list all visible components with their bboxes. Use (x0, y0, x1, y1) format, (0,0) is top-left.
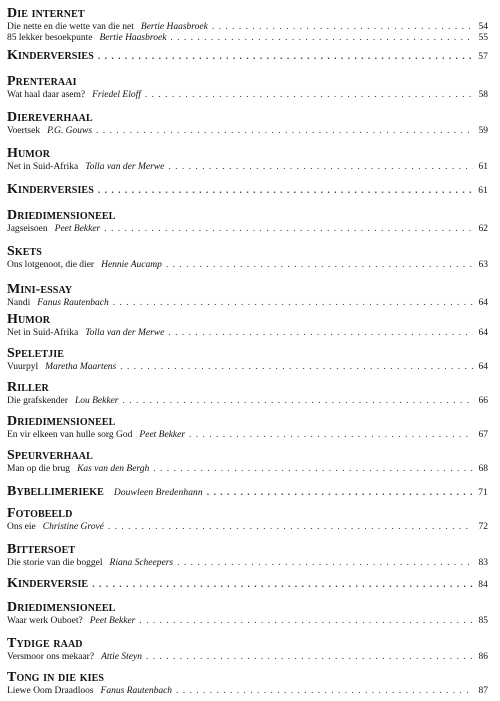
section-heading (7, 380, 488, 396)
dot-leader (145, 90, 473, 101)
section-heading-text: Skets (7, 244, 42, 259)
section-heading-text: Speurverhaal (7, 448, 93, 463)
author-name: Bertie Haasbroek (140, 22, 208, 32)
dot-leader (139, 616, 473, 627)
toc-item (7, 260, 488, 271)
author-name: Kas van den Bergh (77, 464, 150, 474)
item-title: Ons eie (7, 522, 36, 532)
dot-leader (177, 558, 473, 569)
section-heading (7, 312, 488, 328)
page-number: 64 (478, 362, 488, 372)
section-heading (7, 414, 488, 430)
toc-entry (7, 6, 488, 44)
toc-entry (7, 208, 488, 235)
dot-leader (176, 686, 473, 697)
page-number: 62 (478, 224, 488, 234)
dot-leader (207, 485, 473, 501)
section-heading-text: Diereverhaal (7, 110, 93, 125)
author-name: Tolla van der Merwe (85, 328, 165, 338)
author-name: Peet Bekker (139, 430, 186, 440)
toc-item (7, 162, 488, 173)
page-number: 84 (478, 580, 488, 590)
toc-item (7, 686, 488, 697)
item-title: Jagseisoen (7, 224, 48, 234)
page-number: 86 (478, 652, 488, 662)
section-heading (7, 74, 488, 90)
toc-entry (7, 74, 488, 101)
section-heading (7, 6, 488, 22)
toc-entry (7, 576, 488, 593)
toc-entry (7, 244, 488, 271)
toc-entry (7, 282, 488, 309)
section-heading-text: Kinderversie (7, 576, 89, 591)
toc-entry (7, 506, 488, 533)
page-number: 71 (478, 488, 488, 498)
dot-leader (98, 183, 473, 199)
dot-leader (212, 22, 473, 33)
toc-entry (7, 48, 488, 65)
section-heading (7, 576, 488, 593)
item-title: Voertsek (7, 126, 41, 136)
author-name: Douwleen Bredenhann (113, 488, 203, 498)
toc-item (7, 22, 488, 33)
page-number: 66 (478, 396, 488, 406)
item-title: Net in Suid-Afrika (7, 328, 79, 338)
author-name: Maretha Maartens (45, 362, 117, 372)
dot-leader (96, 126, 473, 137)
toc-entry (7, 346, 488, 373)
section-heading-text: Humor (7, 312, 51, 327)
section-heading (7, 636, 488, 652)
section-heading-text: Humor (7, 146, 51, 161)
toc-entry (7, 414, 488, 441)
section-heading-text: Tong in die kies (7, 670, 105, 685)
toc-entry (7, 110, 488, 137)
section-heading-text: Speletjie (7, 346, 65, 361)
item-title: Versmoor ons mekaar? (7, 652, 95, 662)
item-title: Wat haal daar asem? (7, 90, 86, 100)
toc-entry (7, 448, 488, 475)
item-title: 85 lekker besoekpunte (7, 33, 93, 43)
toc-entry (7, 146, 488, 173)
section-heading-text: Driedimensioneel (7, 600, 116, 615)
toc-entry (7, 670, 488, 697)
page-number: 67 (478, 430, 488, 440)
author-name: Bertie Haasbroek (99, 33, 167, 43)
toc-entry (7, 636, 488, 663)
section-heading-text: Prenteraai (7, 74, 77, 89)
author-name: Christine Grové (42, 522, 104, 532)
toc-entry (7, 380, 488, 407)
toc-item (7, 90, 488, 101)
toc-item (7, 362, 488, 373)
toc-entry (7, 542, 488, 569)
toc-item (7, 33, 488, 44)
toc-item (7, 126, 488, 137)
author-name: Friedel Eloff (92, 90, 141, 100)
page-number: 54 (478, 22, 488, 32)
author-name: Fanus Rautenbach (37, 298, 109, 308)
dot-leader (98, 49, 473, 65)
dot-leader (113, 298, 473, 309)
section-heading (7, 484, 488, 501)
page-number: 72 (478, 522, 488, 532)
item-title: Man op die brug (7, 464, 71, 474)
section-heading-text: Bittersoet (7, 542, 76, 557)
item-title: Liewe Oom Draadloos (7, 686, 94, 696)
dot-leader (146, 652, 473, 663)
section-heading (7, 670, 488, 686)
section-heading-text: Die internet (7, 6, 85, 21)
toc-entry (7, 182, 488, 199)
section-heading-text: Mini-essay (7, 282, 73, 297)
toc-entry (7, 484, 488, 501)
section-heading-text: Tydige raad (7, 636, 83, 651)
item-title: Die nette en die wette van die net (7, 22, 134, 32)
toc-item (7, 464, 488, 475)
item-title: Vuurpyl (7, 362, 39, 372)
section-heading (7, 282, 488, 298)
item-title: Die grafskender (7, 396, 68, 406)
section-heading (7, 542, 488, 558)
page-number: 58 (478, 90, 488, 100)
author-name: Lou Bekker (74, 396, 119, 406)
item-title: Waar werk Ouboet? (7, 616, 83, 626)
section-heading (7, 600, 488, 616)
toc-item (7, 522, 488, 533)
section-heading (7, 48, 488, 65)
page-number: 85 (478, 616, 488, 626)
page-number: 64 (478, 328, 488, 338)
toc-item (7, 430, 488, 441)
dot-leader (168, 162, 473, 173)
toc-entry (7, 600, 488, 627)
author-name: Attie Steyn (101, 652, 142, 662)
dot-leader (166, 260, 473, 271)
section-heading-text: Fotobeeld (7, 506, 73, 521)
page-number: 61 (478, 186, 488, 196)
toc-entry (7, 312, 488, 339)
author-name: P.G. Gouws (47, 126, 93, 136)
author-name: Riana Scheepers (109, 558, 174, 568)
section-heading-text: Driedimensioneel (7, 414, 116, 429)
section-heading (7, 208, 488, 224)
dot-leader (170, 33, 473, 44)
page-number: 83 (478, 558, 488, 568)
toc-item (7, 396, 488, 407)
section-heading-text: Bybellimerieke (7, 484, 104, 499)
section-heading (7, 506, 488, 522)
section-heading (7, 110, 488, 126)
toc-item (7, 558, 488, 569)
dot-leader (168, 328, 473, 339)
toc-item (7, 298, 488, 309)
section-heading (7, 346, 488, 362)
item-title: Nandi (7, 298, 31, 308)
section-heading (7, 146, 488, 162)
section-heading-text: Riller (7, 380, 49, 395)
page-number: 57 (478, 52, 488, 62)
author-name: Peet Bekker (54, 224, 101, 234)
toc-item (7, 652, 488, 663)
author-name: Fanus Rautenbach (100, 686, 173, 696)
section-heading (7, 244, 488, 260)
dot-leader (189, 430, 473, 441)
item-title: Net in Suid-Afrika (7, 162, 79, 172)
dot-leader (122, 396, 473, 407)
page-number: 61 (478, 162, 488, 172)
item-title: Ons lotgenoot, die dier (7, 260, 95, 270)
author-name: Peet Bekker (89, 616, 136, 626)
author-name: Tolla van der Merwe (85, 162, 165, 172)
section-heading (7, 182, 488, 199)
section-heading-text: Kinderversies (7, 182, 94, 197)
page-number: 64 (478, 298, 488, 308)
dot-leader (92, 577, 473, 593)
dot-leader (104, 224, 473, 235)
toc-item (7, 328, 488, 339)
page-number: 63 (478, 260, 488, 270)
section-heading (7, 448, 488, 464)
page-number: 87 (478, 686, 488, 696)
toc-item (7, 224, 488, 235)
page-number: 59 (478, 126, 488, 136)
page-number: 55 (478, 33, 488, 43)
section-heading-text: Kinderversies (7, 48, 94, 63)
dot-leader (120, 362, 473, 373)
item-title: En vir elkeen van hulle sorg God (7, 430, 133, 440)
section-heading-text: Driedimensioneel (7, 208, 116, 223)
page-number: 68 (478, 464, 488, 474)
author-name: Hennie Aucamp (101, 260, 162, 270)
dot-leader (153, 464, 473, 475)
dot-leader (108, 522, 473, 533)
item-title: Die storie van die boggel (7, 558, 103, 568)
toc-item (7, 616, 488, 627)
